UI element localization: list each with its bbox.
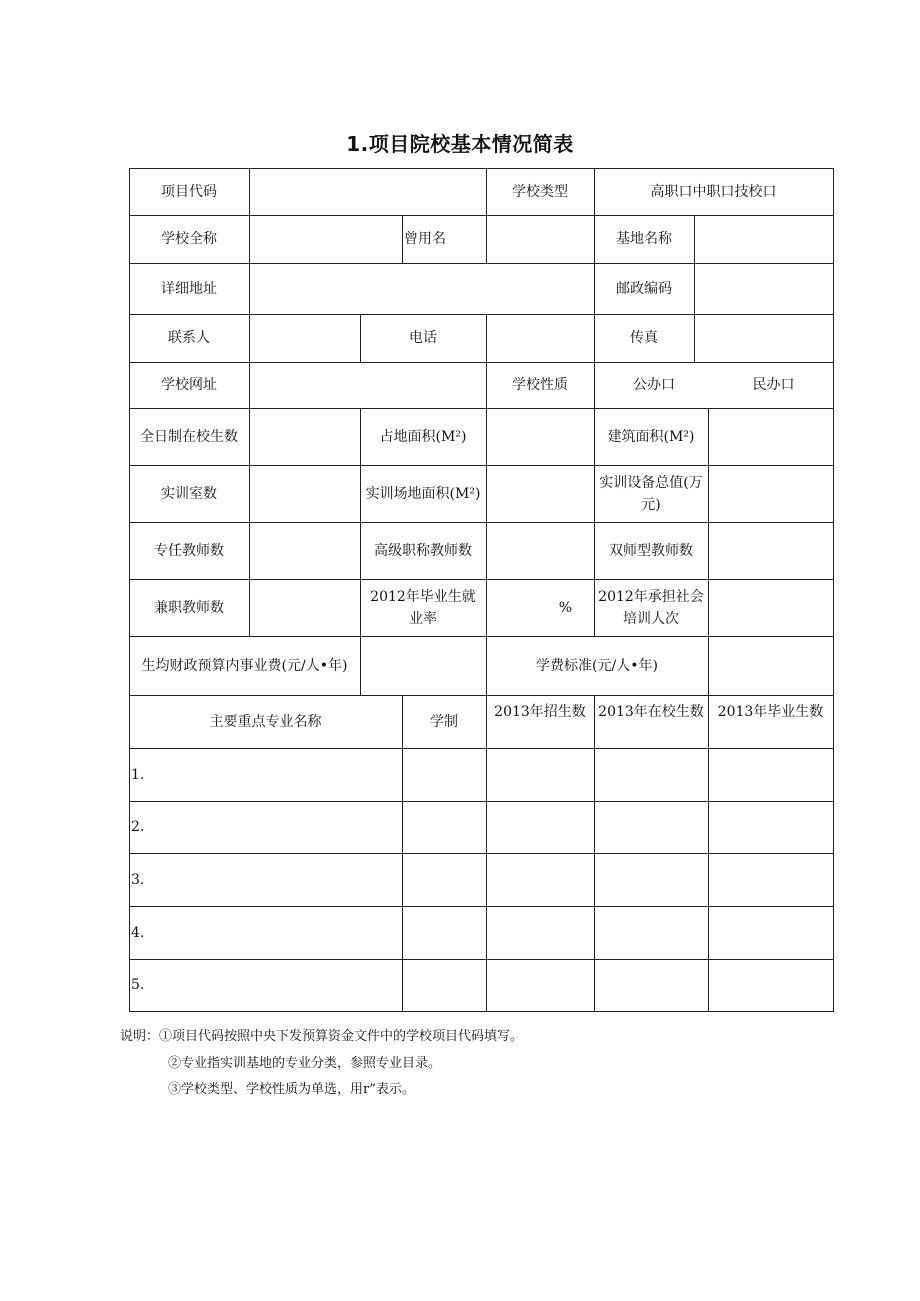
label-base-name: 基地名称 bbox=[616, 231, 672, 247]
option-private: 民办口 bbox=[752, 377, 795, 393]
label-employment-rate: 2012年毕业生就业率 bbox=[370, 588, 476, 627]
label-former-name: 曾用名 bbox=[404, 231, 446, 247]
header-major-name: 主要重点专业名称 bbox=[209, 713, 322, 730]
label-school-fullname: 学校全称 bbox=[161, 231, 217, 247]
page-title: 1.项目院校基本情况简表 bbox=[346, 132, 574, 156]
note-line-1: 说明：①项目代码按照中央下发预算资金文件中的学校项目代码填写。 bbox=[120, 1029, 524, 1044]
major-row-label: 3. bbox=[131, 871, 145, 888]
label-fulltime-teachers: 专任教师数 bbox=[154, 542, 224, 559]
note-line-3: ③学校类型、学校性质为单选，用r”表示。 bbox=[168, 1082, 415, 1097]
label-senior-teachers: 高级职称教师数 bbox=[374, 542, 472, 559]
label-address: 详细地址 bbox=[161, 280, 217, 297]
header-graduates: 2013年毕业生数 bbox=[717, 704, 824, 720]
header-in-school: 2013年在校生数 bbox=[598, 704, 704, 720]
label-training-rooms: 实训室数 bbox=[161, 485, 217, 502]
label-per-student-funding: 生均财政预算内事业费(元/人•年) bbox=[141, 657, 348, 674]
header-duration: 学制 bbox=[430, 713, 458, 730]
label-building-area: 建筑面积(M²) bbox=[607, 428, 695, 445]
label-training-site-area: 实训场地面积(M²) bbox=[365, 485, 481, 502]
percent-sign: % bbox=[558, 599, 572, 616]
label-fax: 传真 bbox=[630, 330, 658, 346]
label-website: 学校网址 bbox=[161, 377, 217, 393]
label-school-type: 学校类型 bbox=[512, 183, 568, 200]
note-line-2: ②专业指实训基地的专业分类，参照专业目录。 bbox=[168, 1056, 442, 1071]
major-row-label: 5. bbox=[131, 977, 145, 993]
major-row-label: 1. bbox=[131, 766, 145, 783]
label-social-training: 2012年承担社会培训人次 bbox=[598, 588, 704, 627]
label-contact: 联系人 bbox=[168, 330, 210, 346]
label-land-area: 占地面积(M²) bbox=[379, 428, 467, 445]
major-row-label: 4. bbox=[131, 924, 145, 941]
label-dual-teachers: 双师型教师数 bbox=[609, 542, 693, 559]
school-type-options: 高职口中职口技校口 bbox=[650, 183, 777, 200]
label-fulltime-students: 全日制在校生数 bbox=[140, 428, 238, 445]
header-enrollment: 2013年招生数 bbox=[494, 704, 586, 720]
label-postcode: 邮政编码 bbox=[616, 280, 672, 297]
label-project-code: 项目代码 bbox=[161, 183, 217, 200]
label-equipment-value: 实训设备总值(万元) bbox=[599, 474, 703, 513]
label-tuition-standard: 学费标准(元/人•年) bbox=[536, 657, 658, 674]
label-school-nature: 学校性质 bbox=[512, 377, 568, 393]
label-parttime-teachers: 兼职教师数 bbox=[154, 599, 224, 616]
option-public: 公办口 bbox=[633, 377, 675, 393]
label-phone: 电话 bbox=[409, 330, 437, 346]
major-row-label: 2. bbox=[131, 819, 145, 835]
